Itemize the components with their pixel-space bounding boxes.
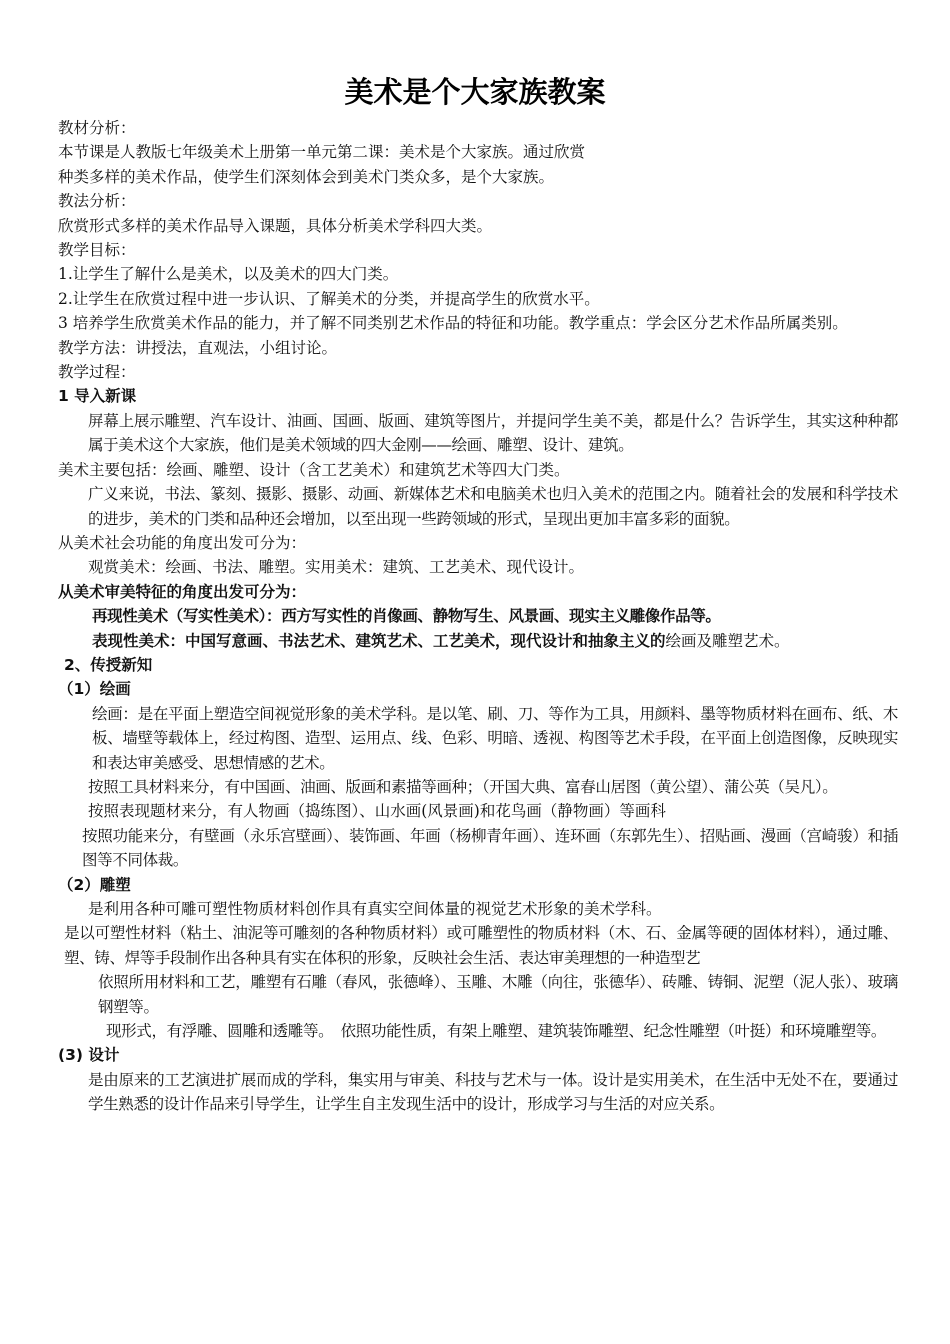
heading-material-analysis: 教材分析： [58, 119, 136, 137]
document-body [58, 116, 898, 1117]
subsection-heading-painting: （1）绘画 [58, 680, 131, 699]
subsection-heading-design: (3) 设计 [58, 1046, 120, 1065]
paragraph-line: 欣赏形式多样的美术作品导入课题，具体分析美术学科四大类。 [58, 216, 493, 235]
paragraph: 广义来说，书法、篆刻、摄影、摄影、动画、新媒体艺术和电脑美术也归入美术的范围之内。随着社会的发展和科学技术的进步，美术的门类和品种还会增加，以至出现一些跨领域的形式，呈现出更加丰富多彩的面貌。 [88, 485, 898, 528]
paragraph: 按照工具材料来分，有中国画、油画、版画和素描等画种；（开国大典、富春山居图（黄公望）、蒲公英（吴凡）。 [88, 777, 838, 796]
paragraph: 是由原来的工艺演进扩展而成的学科，集实用与审美、科技与艺术与一体。设计是实用美术，在生活中无处不在，要通过学生熟悉的设计作品来引导学生，让学生自主发现生活中的设计，形成学习与生活的对应关系。 [88, 1070, 898, 1114]
paragraph: 是以可塑性材料（粘土、油泥等可雕刻的各种物质材料）或可雕塑性的物质材料（木、石、金属等硬的固体材料），通过雕、塑、铸、焊等手段制作出各种具有实在体积的形象，反映社会生活、表达审美理想的一种造型艺 [64, 924, 898, 967]
goal-item: 3 培养学生欣赏美术作品的能力，并了解不同类别艺术作品的特征和功能。教学重点：学会区分艺术作品所属类别。 [58, 314, 848, 333]
normal-run: 绘画及雕塑艺术。 [665, 631, 790, 650]
paragraph: 现形式，有浮雕、圆雕和透雕等。 依照功能性质，有架上雕塑、建筑装饰雕塑、纪念性雕塑（叶挺）和环境雕塑等。 [106, 1022, 887, 1041]
paragraph-line: 本节课是人教版七年级美术上册第一单元第二课：美术是个大家族。通过欣赏 [58, 143, 586, 162]
paragraph-line: 美术主要包括：绘画、雕塑、设计（含工艺美术）和建筑艺术等四大门类。 [58, 460, 570, 479]
paragraph: 屏幕上展示雕塑、汽车设计、油画、国画、版画、建筑等图片，并提问学生美不美，都是什么？告诉学生，其实这种种都属于美术这个大家族，他们是美术领域的四大金刚——绘画、雕塑、设计、建筑。 [88, 411, 898, 455]
bold-run: 表现性美术：中国写意画、书法艺术、建筑艺术、工艺美术，现代设计和抽象主义的 [92, 631, 666, 650]
heading-teaching-process: 教学过程： [58, 363, 136, 382]
paragraph: 按照功能来分，有壁画（永乐宫壁画）、装饰画、年画（杨柳青年画）、连环画（东郭先生）、招贴画、漫画（宫崎骏）和插图等不同体裁。 [82, 826, 898, 870]
paragraph-line: 是利用各种可雕可塑性物质材料创作具有真实空间体量的视觉艺术形象的美术学科。 [88, 900, 662, 918]
section-heading-intro: 1 导入新课 [58, 387, 137, 406]
paragraph-mixed [58, 629, 898, 653]
heading-method-analysis: 教法分析： [58, 192, 136, 211]
paragraph: 依照所用材料和工艺，雕塑有石雕（春风，张德峰）、玉雕、木雕（向往，张德华）、砖雕、铸铜、泥塑（泥人张）、玻璃钢塑等。 [98, 973, 898, 1016]
section-heading-new-knowledge: 2、传授新知 [64, 655, 153, 674]
paragraph-line: 教学方法：讲授法，直观法，小组讨论。 [58, 338, 338, 357]
paragraph-line: 观赏美术：绘画、书法、雕塑。实用美术：建筑、工艺美术、现代设计。 [88, 558, 585, 577]
paragraph-line: 按照表现题材来分，有人物画（捣练图）、山水画(风景画)和花鸟画（静物画）等画科 [88, 802, 666, 821]
goal-item: 2.让学生在欣赏过程中进一步认识、了解美术的分类，并提高学生的欣赏水平。 [58, 289, 600, 308]
bold-line: 从美术审美特征的角度出发可分为： [58, 582, 307, 601]
goal-item: 1.让学生了解什么是美术，以及美术的四大门类。 [58, 265, 399, 284]
subsection-heading-sculpture: （2）雕塑 [58, 875, 131, 894]
heading-teaching-goals: 教学目标： [58, 241, 136, 260]
paragraph: 绘画：是在平面上塑造空间视觉形象的美术学科。是以笔、刷、刀、等作为工具，用颜料、墨等物质材料在画布、纸、木板、墙壁等载体上，经过构图、造型、运用点、线、色彩、明暗、透视、构图等艺术手段，在平面上创造图像，反映现实和表达审美感受、思想情感的艺术。 [92, 704, 898, 772]
bold-line: 再现性美术（写实性美术）：西方写实性的肖像画、静物写生、风景画、现实主义雕像作品等。 [92, 607, 721, 626]
paragraph-line: 种类多样的美术作品，使学生们深刻体会到美术门类众多，是个大家族。 [58, 167, 555, 186]
page-title: 美术是个大家族教案 [344, 75, 606, 109]
paragraph-line: 从美术社会功能的角度出发可分为： [58, 533, 307, 552]
